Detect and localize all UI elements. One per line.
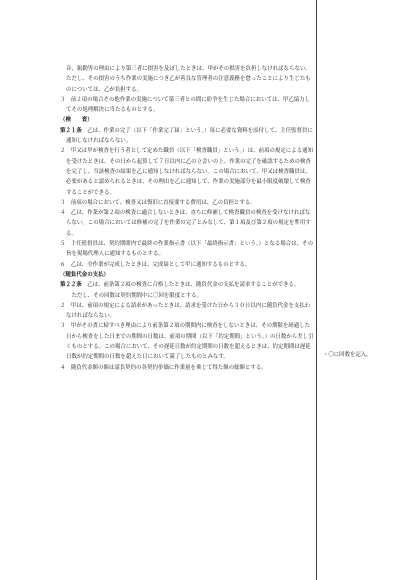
paragraph-dispute: ３ 前２項の場合その他作業の実施について第三者との間に紛争を生じた場合においては、甲乙協力してその処理解決に当たるものとする。 (60, 96, 311, 114)
article-22 (60, 280, 314, 290)
margin-divider (316, 0, 317, 580)
article-22-item-4: ４ 随負代金額の額は請負契約の各契約単価に作業量を乗じて得た額の総額とする。 (60, 364, 267, 371)
article-22-proviso: ただし、その回数は契約期間中に〇回を限度とする。 (66, 292, 203, 299)
margin-note: ・〇に回数を記入。 (323, 352, 372, 358)
article-22-label: 第２２条 (60, 282, 82, 289)
article-22-item-3: ３ 甲がその責に帰すべき理由により前条第２項の期間内に検査をしないときは、その期限を経過した日から検査をした日までの期間の日数は、前項の期間（以下「約定期間」という。）の日数から差し引くものとする。この場合において、その遅延日数が約定期間の日数を超えるときは、約定期間は遅延日数が約定期間の日数を超えた日において満了したものとみなす。 (60, 323, 314, 361)
heading-payment: （随負代金の支払） (60, 271, 109, 278)
heading-inspection: （検 査） (60, 117, 93, 124)
article-22-item-2: ２ 甲は、前項の規定による請求があったときは、請求を受けた日から３０日以内に随負代金を支払わなければならない。 (60, 302, 311, 320)
article-21-text: 乙は、作業の完了（以下「作業完了届」という。）毎に必要な資料を添付して、主任監督員に通知しなければならない。 (66, 127, 313, 145)
article-22-text: 乙は、前条第２項の検査に合格したときは、随負代金の支払を請求することができる。 (81, 282, 300, 289)
article-21-item-3: ３ 前項の場合において、検査又は復旧に直接要する費用は、乙の負担とする。 (60, 199, 256, 206)
article-21-item-6: ６ 乙は、全作業が完成したときは、完成届として甲に通知するものとする。 (60, 261, 251, 268)
contract-body (60, 64, 314, 373)
article-21 (60, 126, 314, 147)
paragraph-damage-cont: 音、振動等の理由により第三者に損害を及ぼしたときは、甲がその損害を負担しなければならない。ただし、その損害のうち作業の実施につき乙が善良な管理者の注意義務を怠ったことにより生じたものについては、乙が負担する。 (66, 66, 311, 93)
article-21-item-2: ２ 甲又は甲が検査を行う者として定めた職員（以下「検査職員」という。）は、前項の規定による通知を受けたときは、その日から起算して７日以内に乙の立会いの上、作業の完了を確認するための検査を完了し、当該検査の結果を乙に通知しなければならない。この場合において、甲又は検査職員は、必要があると認められるときは、その理由を乙に通知して、作業の実施部分を最小限度破壊して検査することができる。 (60, 148, 314, 196)
article-21-item-5: ５ 主任監督員は、契約期間内で最終の作業指示書（以下「最終指示書」という。）となる場合は、その旨を現場代理人に通知するものとする。 (60, 241, 314, 258)
article-21-label: 第２１条 (60, 127, 82, 134)
article-21-item-4: ４ 乙は、作業が第２項の検査に適合しないときは、直ちに修補して検査職員の検査を受けなければならない。この場合においては修補の完了を作業の完了とみなして、第１項及び第２項の規定を準用する。 (60, 210, 311, 237)
